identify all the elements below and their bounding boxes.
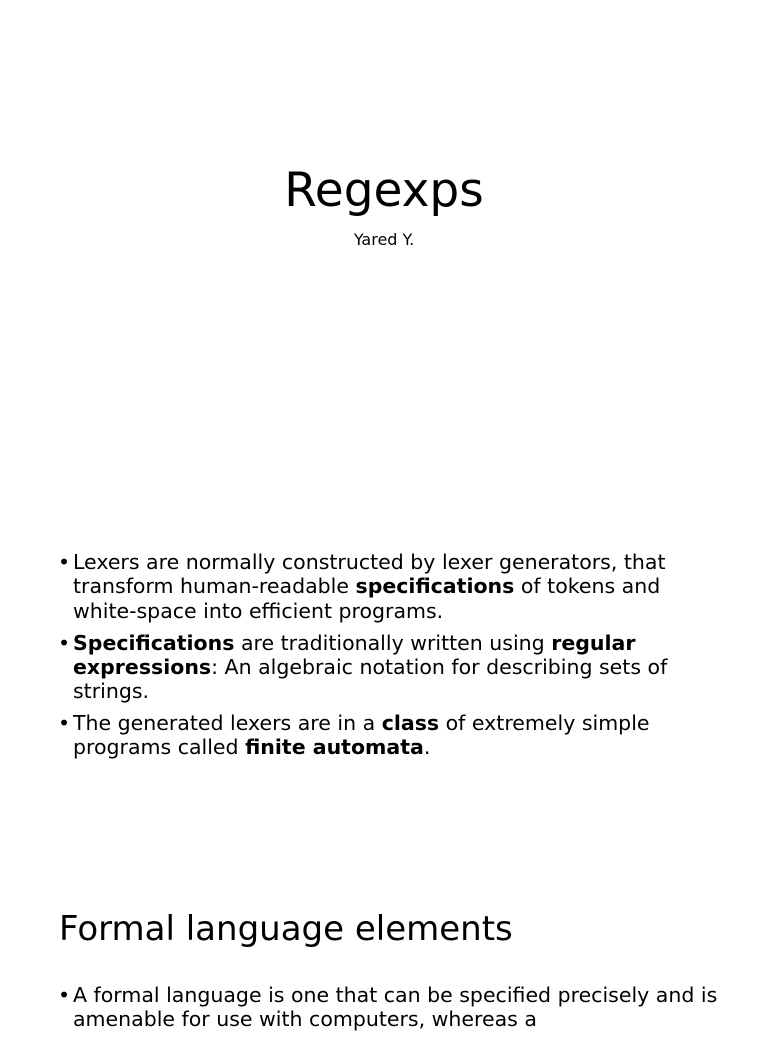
bullet-item (58, 711, 718, 760)
bullet-item (58, 550, 718, 623)
bullet-item (58, 983, 718, 1032)
bullet-segment-bold: regular expressions (73, 630, 636, 679)
bullet-segment-bold: specifications (355, 574, 515, 599)
slide-title: Regexps (284, 163, 484, 218)
slide2-bullet-list (58, 550, 718, 767)
slide-author: Yared Y. (353, 230, 415, 249)
bullet-dot-icon: • (58, 711, 71, 736)
bullet-dot-icon: • (58, 983, 71, 1007)
bullet-segment: Lexers are normally constructed by lexer generators, that transform human-readable (73, 550, 666, 599)
bullet-text (73, 631, 667, 704)
bullet-segment-bold: finite automata (245, 735, 424, 760)
bullet-text (73, 711, 650, 759)
bullet-text (73, 550, 666, 623)
bullet-segment: of extremely simple programs called (73, 711, 650, 760)
bullet-dot-icon: • (58, 550, 71, 574)
bullet-item (58, 631, 718, 704)
bullet-dot-icon: • (58, 630, 71, 655)
bullet-segment: are traditionally written using (234, 630, 552, 655)
bullet-segment: . (423, 735, 431, 760)
slide3-bullet-list (58, 983, 718, 1039)
section-heading: Formal language elements (59, 909, 513, 949)
bullet-segment: : An algebraic notation for describing sets of strings. (73, 654, 668, 704)
bullet-segment: of tokens and white-space into efficient programs. (73, 574, 661, 623)
bullet-text: A formal language is one that can be specified precisely and is amenable for use with computers, whereas a (73, 983, 718, 1032)
bullet-segment-bold: class (381, 711, 440, 736)
bullet-segment-bold: Specifications (73, 630, 235, 655)
bullet-segment: The generated lexers are in a (73, 711, 382, 736)
